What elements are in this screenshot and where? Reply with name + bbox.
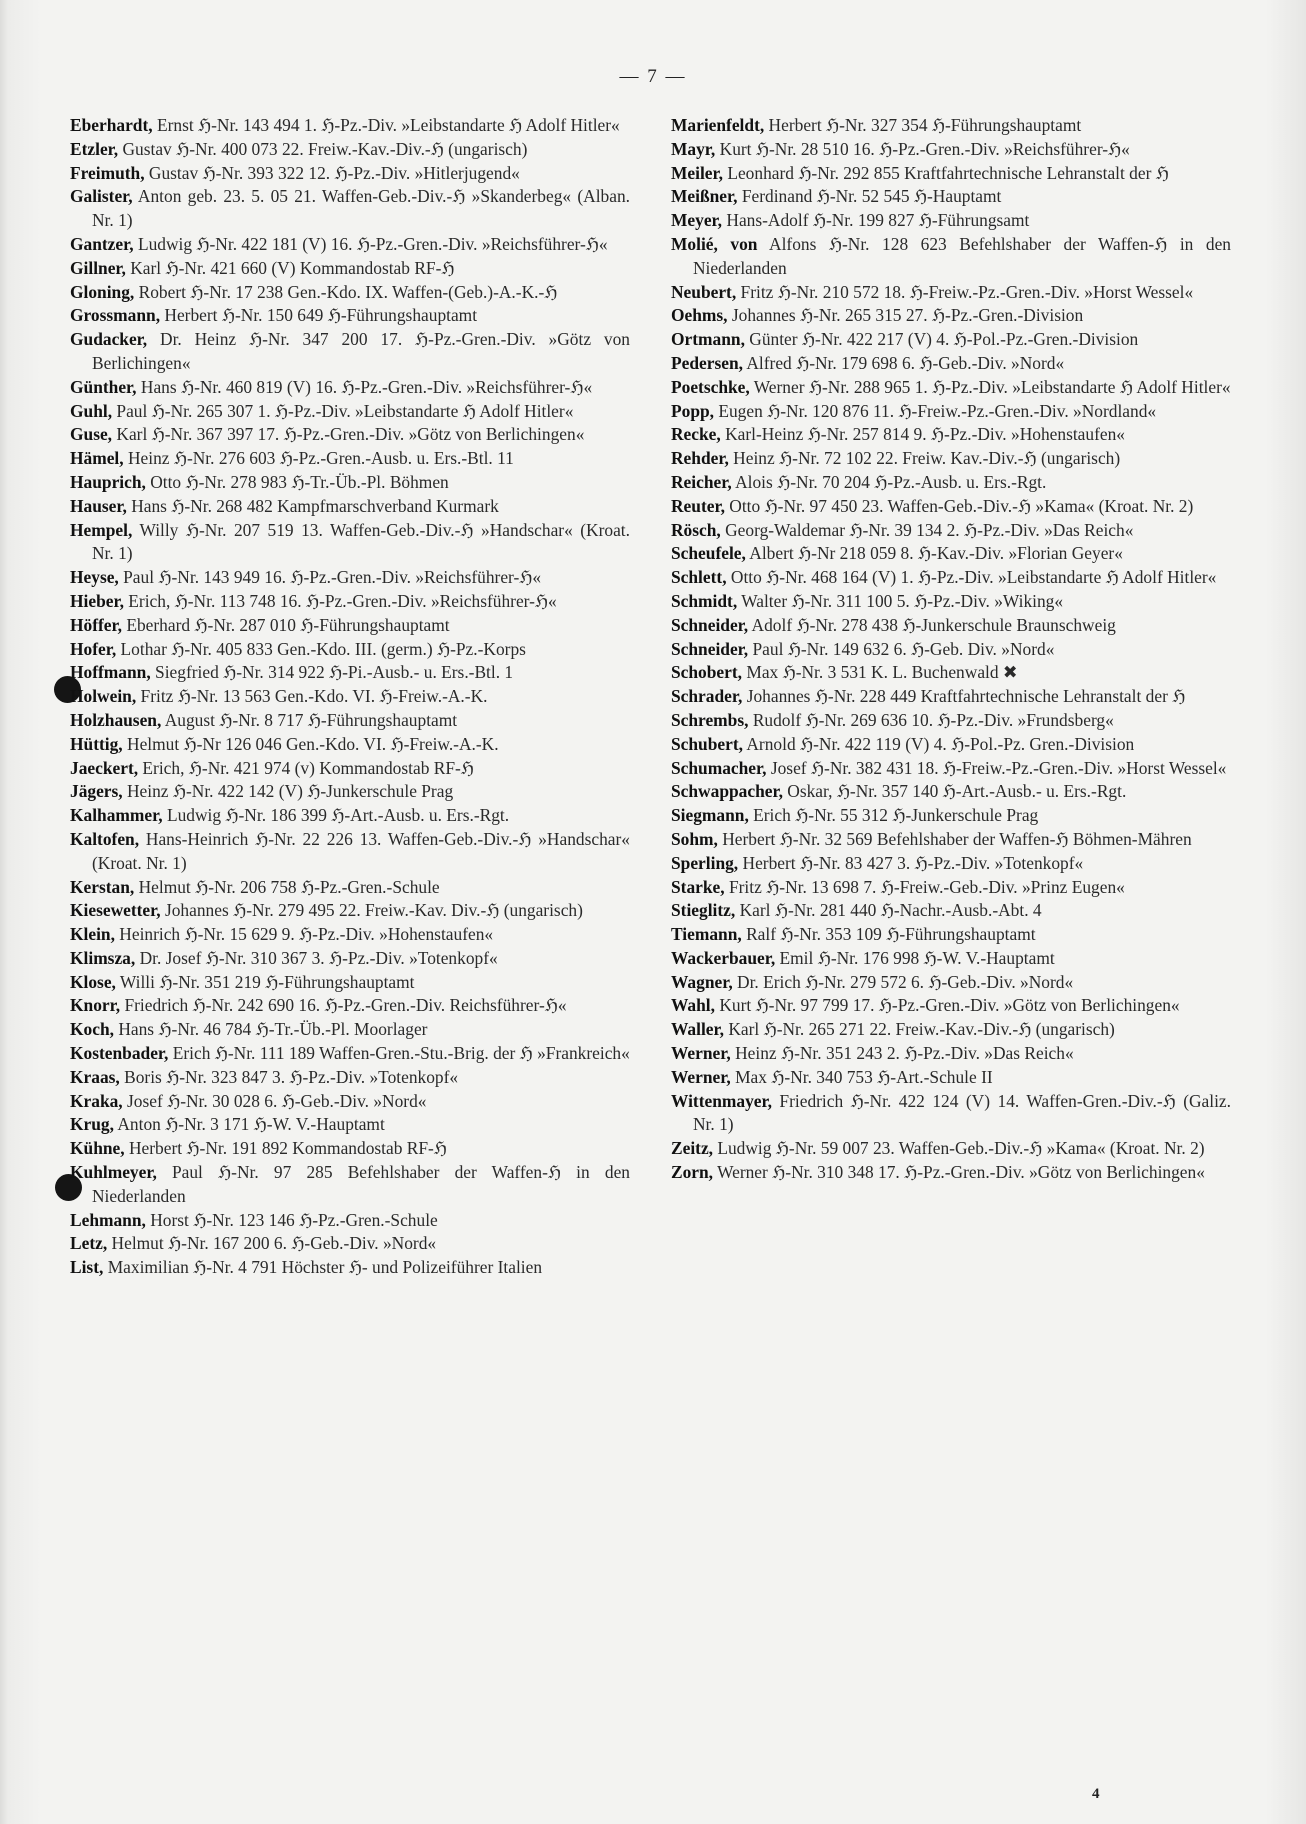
entry-details: Max ℌ-Nr. 3 531 K. L. Buchenwald ✖	[742, 662, 1018, 683]
entry-details: Josef ℌ-Nr. 382 431 18. ℌ-Freiw.-Pz.-Gren.-Div. »Horst Wessel«	[766, 757, 1227, 778]
entry-details: Alois ℌ-Nr. 70 204 ℌ-Pz.-Ausb. u. Ers.-Rgt.	[731, 471, 1047, 492]
entry-details: Johannes ℌ-Nr. 265 315 27. ℌ-Pz.-Gren.-Division	[727, 305, 1084, 326]
entry-surname: Molié, von	[671, 233, 758, 254]
register-entry	[671, 780, 1231, 804]
register-entry	[671, 876, 1231, 900]
register-entry	[671, 923, 1231, 947]
entry-details: Ludwig ℌ-Nr. 422 181 (V) 16. ℌ-Pz.-Gren.-Div. »Reichsführer-ℌ«	[133, 233, 608, 254]
entry-surname: Tiemann,	[671, 924, 742, 945]
register-entry	[671, 304, 1231, 328]
register-entry	[70, 376, 630, 400]
entry-surname: Schrader,	[671, 686, 743, 707]
register-entry	[671, 685, 1231, 709]
entry-surname: Schmidt,	[671, 590, 738, 611]
register-entry	[671, 114, 1231, 138]
entry-surname: Schlett,	[671, 567, 727, 588]
entry-details: Otto ℌ-Nr. 468 164 (V) 1. ℌ-Pz.-Div. »Leibstandarte ℌ Adolf Hitler«	[726, 567, 1217, 588]
register-entry	[671, 852, 1231, 876]
entry-details: Helmut ℌ-Nr. 206 758 ℌ-Pz.-Gren.-Schule	[134, 876, 440, 897]
entry-details: Hans-Heinrich ℌ-Nr. 22 226 13. Waffen-Geb.-Div.-ℌ »Handschar« (Kroat. Nr. 1)	[92, 828, 630, 873]
entry-details: Alfons ℌ-Nr. 128 623 Befehlshaber der Waffen-ℌ in den Niederlanden	[693, 233, 1232, 278]
entry-surname: Hüttig,	[70, 733, 123, 754]
entry-details: Paul ℌ-Nr. 143 949 16. ℌ-Pz.-Gren.-Div. »Reichsführer-ℌ«	[118, 567, 542, 588]
entry-details: Willy ℌ-Nr. 207 519 13. Waffen-Geb.-Div.-ℌ »Handschar« (Kroat. Nr. 1)	[92, 519, 630, 564]
entry-surname: Stieglitz,	[671, 900, 736, 921]
entry-details: Albert ℌ-Nr 218 059 8. ℌ-Kav.-Div. »Florian Geyer«	[745, 543, 1123, 564]
register-entry	[671, 590, 1231, 614]
entry-surname: Marienfeldt,	[671, 115, 765, 135]
entry-details: Johannes ℌ-Nr. 228 449 Kraftfahrtechnische Lehranstalt der ℌ	[742, 686, 1186, 707]
entry-surname: Eberhardt,	[70, 115, 153, 135]
entry-surname: Klimsza,	[70, 947, 136, 968]
register-entry	[70, 614, 630, 638]
entry-details: Maximilian ℌ-Nr. 4 791 Höchster ℌ- und Polizeiführer Italien	[103, 1257, 543, 1278]
entry-surname: Kerstan,	[70, 876, 135, 897]
register-entry	[70, 328, 630, 376]
register-entry	[671, 328, 1231, 352]
register-entry	[70, 590, 630, 614]
register-entry	[671, 185, 1231, 209]
entry-surname: Höffer,	[70, 614, 122, 635]
register-entry	[70, 685, 630, 709]
register-entry	[671, 828, 1231, 852]
entry-details: Leonhard ℌ-Nr. 292 855 Kraftfahrtechnische Lehranstalt der ℌ	[722, 162, 1169, 183]
register-entry	[671, 638, 1231, 662]
entry-surname: Werner,	[671, 1066, 731, 1087]
register-entry	[70, 233, 630, 257]
entry-surname: Schneider,	[671, 614, 749, 635]
entry-details: Fritz ℌ-Nr. 13 563 Gen.-Kdo. VI. ℌ-Freiw.-A.-K.	[136, 686, 488, 707]
register-entry	[70, 828, 630, 876]
entry-surname: Kiesewetter,	[70, 900, 161, 921]
entry-surname: Waller,	[671, 1019, 724, 1040]
entry-surname: Kuhlmeyer,	[70, 1162, 157, 1183]
entry-details: Georg-Waldemar ℌ-Nr. 39 134 2. ℌ-Pz.-Div. »Das Reich«	[720, 519, 1134, 540]
register-entry	[70, 1042, 630, 1066]
entry-details: Kurt ℌ-Nr. 97 799 17. ℌ-Pz.-Gren.-Div. »Götz von Berlichingen«	[714, 995, 1180, 1016]
register-entry	[70, 1066, 630, 1090]
entry-surname: Letz,	[70, 1233, 108, 1254]
entry-details: Ferdinand ℌ-Nr. 52 545 ℌ-Hauptamt	[737, 186, 1002, 207]
register-entry	[70, 876, 630, 900]
entry-details: Karl-Heinz ℌ-Nr. 257 814 9. ℌ-Pz.-Div. »Hohenstaufen«	[720, 424, 1125, 445]
register-entry	[70, 138, 630, 162]
register-entry	[70, 566, 630, 590]
entry-details: Werner ℌ-Nr. 310 348 17. ℌ-Pz.-Gren.-Div. »Götz von Berlichingen«	[713, 1162, 1205, 1183]
entry-surname: Rösch,	[671, 519, 721, 540]
register-entry	[70, 757, 630, 781]
entry-details: Heinz ℌ-Nr. 276 603 ℌ-Pz.-Gren.-Ausb. u. Ers.-Btl. 11	[123, 448, 514, 469]
register-entry	[671, 138, 1231, 162]
entry-details: Erich ℌ-Nr. 55 312 ℌ-Junkerschule Prag	[748, 805, 1039, 826]
register-entry	[671, 709, 1231, 733]
corner-mark: 4	[1092, 1786, 1100, 1802]
register-entry	[671, 899, 1231, 923]
register-entry	[671, 495, 1231, 519]
entry-details: Herbert ℌ-Nr. 32 569 Befehlshaber der Waffen-ℌ Böhmen-Mähren	[717, 828, 1192, 849]
left-column	[70, 114, 630, 1280]
register-entry	[70, 447, 630, 471]
entry-surname: List,	[70, 1257, 104, 1278]
entry-surname: Heyse,	[70, 567, 119, 588]
entry-surname: Gudacker,	[70, 329, 148, 350]
entry-details: Karl ℌ-Nr. 367 397 17. ℌ-Pz.-Gren.-Div. »Götz von Berlichingen«	[112, 424, 585, 445]
entry-surname: Guse,	[70, 424, 113, 445]
entry-details: Arnold ℌ-Nr. 422 119 (V) 4. ℌ-Pol.-Pz. Gren.-Division	[742, 733, 1135, 754]
entry-surname: Galister,	[70, 186, 133, 207]
entry-surname: Hempel,	[70, 519, 133, 540]
register-entry	[671, 352, 1231, 376]
entry-surname: Holwein,	[70, 686, 137, 707]
entry-surname: Grossmann,	[70, 305, 161, 326]
register-entry	[70, 1090, 630, 1114]
register-entry	[671, 1161, 1231, 1185]
entry-surname: Reuter,	[671, 495, 725, 516]
entry-surname: Hauprich,	[70, 471, 146, 492]
register-entry	[671, 1066, 1231, 1090]
register-entry	[70, 947, 630, 971]
entry-surname: Guhl,	[70, 400, 113, 421]
entry-details: Alfred ℌ-Nr. 179 698 6. ℌ-Geb.-Div. »Nord«	[742, 352, 1065, 373]
register-entry	[671, 376, 1231, 400]
entry-details: Oskar, ℌ-Nr. 357 140 ℌ-Art.-Ausb.- u. Ers.-Rgt.	[782, 781, 1127, 802]
entry-details: Heinz ℌ-Nr. 351 243 2. ℌ-Pz.-Div. »Das Reich«	[730, 1043, 1074, 1064]
entry-details: Willi ℌ-Nr. 351 219 ℌ-Führungshauptamt	[115, 971, 415, 992]
register-entry	[671, 542, 1231, 566]
entry-surname: Kraas,	[70, 1066, 120, 1087]
entry-surname: Schwappacher,	[671, 781, 783, 802]
register-entry	[671, 233, 1231, 281]
register-entry	[70, 257, 630, 281]
entry-details: Hans ℌ-Nr. 46 784 ℌ-Tr.-Üb.-Pl. Moorlager	[113, 1019, 428, 1040]
entry-surname: Mayr,	[671, 138, 716, 159]
entry-surname: Gantzer,	[70, 233, 134, 254]
entry-details: Karl ℌ-Nr. 421 660 (V) Kommandostab RF-ℌ	[125, 257, 455, 278]
entry-details: Otto ℌ-Nr. 97 450 23. Waffen-Geb.-Div.-ℌ »Kama« (Kroat. Nr. 2)	[724, 495, 1194, 516]
register-entry	[70, 1018, 630, 1042]
entry-details: Dr. Erich ℌ-Nr. 279 572 6. ℌ-Geb.-Div. »Nord«	[732, 971, 1074, 992]
entry-details: Paul ℌ-Nr. 149 632 6. ℌ-Geb. Div. »Nord«	[748, 638, 1055, 659]
entry-surname: Schrembs,	[671, 709, 749, 730]
entry-surname: Ortmann,	[671, 329, 745, 350]
entry-details: Otto ℌ-Nr. 278 983 ℌ-Tr.-Üb.-Pl. Böhmen	[145, 471, 449, 492]
register-entry	[70, 519, 630, 567]
register-entry	[70, 400, 630, 424]
entry-details: Herbert ℌ-Nr. 327 354 ℌ-Führungshauptamt	[764, 115, 1082, 135]
entry-surname: Schneider,	[671, 638, 749, 659]
entry-surname: Sperling,	[671, 852, 739, 873]
entry-surname: Etzler,	[70, 138, 119, 159]
entry-details: Erich, ℌ-Nr. 421 974 (v) Kommandostab RF-ℌ	[138, 757, 474, 778]
entry-surname: Pedersen,	[671, 352, 743, 373]
register-entry	[671, 566, 1231, 590]
register-entry	[671, 994, 1231, 1018]
register-entry	[671, 661, 1231, 685]
entry-details: Günter ℌ-Nr. 422 217 (V) 4. ℌ-Pol.-Pz.-Gren.-Division	[744, 329, 1139, 350]
entry-surname: Wahl,	[671, 995, 715, 1016]
entry-surname: Schobert,	[671, 662, 743, 683]
register-entry	[70, 495, 630, 519]
entry-surname: Rehder,	[671, 448, 729, 469]
entry-surname: Gillner,	[70, 257, 126, 278]
entry-surname: Kraka,	[70, 1090, 123, 1111]
entry-surname: Wittenmayer,	[671, 1090, 772, 1111]
register-entry	[671, 757, 1231, 781]
register-entry	[671, 971, 1231, 995]
entry-surname: Lehmann,	[70, 1209, 146, 1230]
register-entry	[671, 614, 1231, 638]
entry-details: Gustav ℌ-Nr. 400 073 22. Freiw.-Kav.-Div.-ℌ (ungarisch)	[118, 138, 528, 159]
entry-details: Herbert ℌ-Nr. 83 427 3. ℌ-Pz.-Div. »Totenkopf«	[738, 852, 1084, 873]
entry-details: Herbert ℌ-Nr. 191 892 Kommandostab RF-ℌ	[124, 1138, 447, 1159]
entry-surname: Zorn,	[671, 1162, 714, 1183]
entry-details: Ludwig ℌ-Nr. 59 007 23. Waffen-Geb.-Div.-ℌ »Kama« (Kroat. Nr. 2)	[713, 1138, 1205, 1159]
register-entry	[70, 1137, 630, 1161]
entry-details: Anton ℌ-Nr. 3 171 ℌ-W. V.-Hauptamt	[113, 1114, 385, 1135]
entry-details: Rudolf ℌ-Nr. 269 636 10. ℌ-Pz.-Div. »Frundsberg«	[748, 709, 1114, 730]
entry-details: Eugen ℌ-Nr. 120 876 11. ℌ-Freiw.-Pz.-Gren.-Div. »Nordland«	[714, 400, 1157, 421]
entry-surname: Günther,	[70, 376, 137, 397]
entry-details: Emil ℌ-Nr. 176 998 ℌ-W. V.-Hauptamt	[775, 947, 1055, 968]
entry-details: Ralf ℌ-Nr. 353 109 ℌ-Führungshauptamt	[741, 924, 1036, 945]
entry-details: Karl ℌ-Nr. 265 271 22. Freiw.-Kav.-Div.-ℌ (ungarisch)	[723, 1019, 1115, 1040]
entry-details: Eberhard ℌ-Nr. 287 010 ℌ-Führungshauptamt	[122, 614, 450, 635]
entry-surname: Kalhammer,	[70, 805, 163, 826]
right-column	[671, 114, 1231, 1185]
entry-details: Fritz ℌ-Nr. 210 572 18. ℌ-Freiw.-Pz.-Gren.-Div. »Horst Wessel«	[736, 281, 1194, 302]
entry-surname: Kühne,	[70, 1138, 125, 1159]
register-entry	[70, 899, 630, 923]
register-entry	[70, 185, 630, 233]
entry-surname: Reicher,	[671, 471, 732, 492]
entry-details: Robert ℌ-Nr. 17 238 Gen.-Kdo. IX. Waffen-(Geb.)-A.-K.-ℌ	[134, 281, 558, 302]
entry-surname: Wagner,	[671, 971, 733, 992]
entry-details: Herbert ℌ-Nr. 150 649 ℌ-Führungshauptamt	[160, 305, 478, 326]
entry-details: Fritz ℌ-Nr. 13 698 7. ℌ-Freiw.-Geb.-Div. »Prinz Eugen«	[724, 876, 1125, 897]
register-entry	[70, 114, 630, 138]
entry-surname: Neubert,	[671, 281, 737, 302]
entry-surname: Meißner,	[671, 186, 738, 207]
register-entry	[671, 733, 1231, 757]
entry-surname: Kaltofen,	[70, 828, 140, 849]
entry-surname: Hoffmann,	[70, 662, 151, 683]
entry-surname: Meyer,	[671, 210, 723, 231]
entry-surname: Gloning,	[70, 281, 135, 302]
entry-surname: Popp,	[671, 400, 715, 421]
page-number: — 7 —	[619, 66, 687, 87]
register-entry	[671, 400, 1231, 424]
entry-details: Heinz ℌ-Nr. 72 102 22. Freiw. Kav.-Div.-ℌ (ungarisch)	[728, 448, 1121, 469]
entry-surname: Hauser,	[70, 495, 127, 516]
entry-surname: Starke,	[671, 876, 725, 897]
entry-surname: Wackerbauer,	[671, 947, 776, 968]
entry-details: Helmut ℌ-Nr 126 046 Gen.-Kdo. VI. ℌ-Freiw.-A.-K.	[122, 733, 499, 754]
register-entry	[70, 638, 630, 662]
entry-details: Anton geb. 23. 5. 05 21. Waffen-Geb.-Div.-ℌ »Skanderbeg« (Alban. Nr. 1)	[92, 186, 630, 231]
entry-details: Heinrich ℌ-Nr. 15 629 9. ℌ-Pz.-Div. »Hohenstaufen«	[114, 924, 494, 945]
register-entry	[70, 971, 630, 995]
entry-surname: Koch,	[70, 1019, 114, 1040]
entry-surname: Meiler,	[671, 162, 723, 183]
entry-surname: Knorr,	[70, 995, 121, 1016]
register-entry	[70, 471, 630, 495]
register-entry	[70, 304, 630, 328]
entry-details: Friedrich ℌ-Nr. 422 124 (V) 14. Waffen-Gren.-Div.-ℌ (Galiz. Nr. 1)	[693, 1090, 1231, 1135]
register-entry	[70, 281, 630, 305]
entry-details: Hans ℌ-Nr. 268 482 Kampfmarschverband Kurmark	[126, 495, 499, 516]
entry-details: Adolf ℌ-Nr. 278 438 ℌ-Junkerschule Braunschweig	[748, 614, 1116, 635]
entry-details: Werner ℌ-Nr. 288 965 1. ℌ-Pz.-Div. »Leibstandarte ℌ Adolf Hitler«	[749, 376, 1231, 397]
entry-details: Boris ℌ-Nr. 323 847 3. ℌ-Pz.-Div. »Totenkopf«	[119, 1066, 459, 1087]
entry-surname: Schubert,	[671, 733, 743, 754]
entry-details: Kurt ℌ-Nr. 28 510 16. ℌ-Pz.-Gren.-Div. »Reichsführer-ℌ«	[715, 138, 1130, 159]
entry-surname: Werner,	[671, 1043, 731, 1064]
register-entry	[671, 281, 1231, 305]
entry-details: Walter ℌ-Nr. 311 100 5. ℌ-Pz.-Div. »Wiking«	[737, 590, 1064, 611]
entry-surname: Sohm,	[671, 828, 718, 849]
entry-details: Johannes ℌ-Nr. 279 495 22. Freiw.-Kav. Div.-ℌ (ungarisch)	[160, 900, 583, 921]
register-entry	[70, 1161, 630, 1209]
entry-details: Ludwig ℌ-Nr. 186 399 ℌ-Art.-Ausb. u. Ers.-Rgt.	[162, 805, 510, 826]
register-entry	[70, 709, 630, 733]
entry-surname: Recke,	[671, 424, 721, 445]
entry-details: Helmut ℌ-Nr. 167 200 6. ℌ-Geb.-Div. »Nord«	[107, 1233, 437, 1254]
entry-surname: Hofer,	[70, 638, 117, 659]
register-entry	[70, 733, 630, 757]
entry-surname: Holzhausen,	[70, 709, 162, 730]
entry-details: August ℌ-Nr. 8 717 ℌ-Führungshauptamt	[161, 709, 458, 730]
entry-surname: Hieber,	[70, 590, 124, 611]
register-entry	[671, 162, 1231, 186]
entry-details: Erich ℌ-Nr. 111 189 Waffen-Gren.-Stu.-Brig. der ℌ »Frankreich«	[168, 1043, 630, 1064]
register-entry	[70, 423, 630, 447]
entry-details: Horst ℌ-Nr. 123 146 ℌ-Pz.-Gren.-Schule	[145, 1209, 438, 1230]
entry-details: Heinz ℌ-Nr. 422 142 (V) ℌ-Junkerschule Prag	[122, 781, 454, 802]
register-entry	[671, 1090, 1231, 1138]
register-entry	[70, 1256, 630, 1280]
entry-surname: Freimuth,	[70, 162, 145, 183]
register-entry	[70, 994, 630, 1018]
entry-surname: Scheufele,	[671, 543, 746, 564]
register-entry	[671, 519, 1231, 543]
entry-details: Friedrich ℌ-Nr. 242 690 16. ℌ-Pz.-Gren.-Div. Reichsführer-ℌ«	[120, 995, 567, 1016]
entry-details: Siegfried ℌ-Nr. 314 922 ℌ-Pi.-Ausb.- u. Ers.-Btl. 1	[150, 662, 514, 683]
register-entry	[70, 780, 630, 804]
entry-surname: Schumacher,	[671, 757, 767, 778]
entry-details: Dr. Heinz ℌ-Nr. 347 200 17. ℌ-Pz.-Gren.-Div. »Götz von Berlichingen«	[92, 329, 630, 373]
register-entry	[671, 1137, 1231, 1161]
entry-details: Paul ℌ-Nr. 265 307 1. ℌ-Pz.-Div. »Leibstandarte ℌ Adolf Hitler«	[112, 400, 574, 421]
register-entry	[70, 1232, 630, 1256]
register-entry	[671, 209, 1231, 233]
entry-surname: Zeitz,	[671, 1138, 714, 1159]
entry-surname: Jägers,	[70, 781, 123, 802]
register-entry	[671, 471, 1231, 495]
entry-surname: Hämel,	[70, 448, 124, 469]
register-entry	[671, 423, 1231, 447]
entry-surname: Klein,	[70, 924, 115, 945]
register-entry	[671, 947, 1231, 971]
entry-surname: Klose,	[70, 971, 116, 992]
entry-details: Lothar ℌ-Nr. 405 833 Gen.-Kdo. III. (germ.) ℌ-Pz.-Korps	[116, 638, 526, 659]
register-entry	[70, 804, 630, 828]
entry-details: Erich, ℌ-Nr. 113 748 16. ℌ-Pz.-Gren.-Div. »Reichsführer-ℌ«	[123, 590, 557, 611]
register-entry	[70, 1113, 630, 1137]
entry-surname: Kostenbader,	[70, 1043, 169, 1064]
entry-details: Paul ℌ-Nr. 97 285 Befehlshaber der Waffen-ℌ in den Niederlanden	[92, 1162, 630, 1206]
register-entry	[70, 661, 630, 685]
register-entry	[671, 1042, 1231, 1066]
register-entry	[671, 1018, 1231, 1042]
register-entry	[70, 162, 630, 186]
entry-surname: Oehms,	[671, 305, 728, 326]
entry-details: Karl ℌ-Nr. 281 440 ℌ-Nachr.-Ausb.-Abt. 4	[735, 900, 1042, 921]
entry-details: Hans-Adolf ℌ-Nr. 199 827 ℌ-Führungsamt	[722, 210, 1030, 231]
register-entry	[671, 804, 1231, 828]
register-entry	[70, 1209, 630, 1233]
entry-surname: Poetschke,	[671, 376, 750, 397]
entry-surname: Siegmann,	[671, 805, 749, 826]
register-entry	[671, 447, 1231, 471]
entry-details: Max ℌ-Nr. 340 753 ℌ-Art.-Schule II	[730, 1066, 993, 1087]
entry-details: Hans ℌ-Nr. 460 819 (V) 16. ℌ-Pz.-Gren.-Div. »Reichsführer-ℌ«	[136, 376, 593, 397]
entry-details: Ernst ℌ-Nr. 143 494 1. ℌ-Pz.-Div. »Leibstandarte ℌ Adolf Hitler«	[152, 115, 620, 135]
entry-details: Josef ℌ-Nr. 30 028 6. ℌ-Geb.-Div. »Nord«	[122, 1090, 427, 1111]
entry-details: Dr. Josef ℌ-Nr. 310 367 3. ℌ-Pz.-Div. »Totenkopf«	[135, 947, 498, 968]
entry-details: Gustav ℌ-Nr. 393 322 12. ℌ-Pz.-Div. »Hitlerjugend«	[144, 162, 520, 183]
entry-surname: Jaeckert,	[70, 757, 139, 778]
register-entry	[70, 923, 630, 947]
entry-surname: Krug,	[70, 1114, 114, 1135]
